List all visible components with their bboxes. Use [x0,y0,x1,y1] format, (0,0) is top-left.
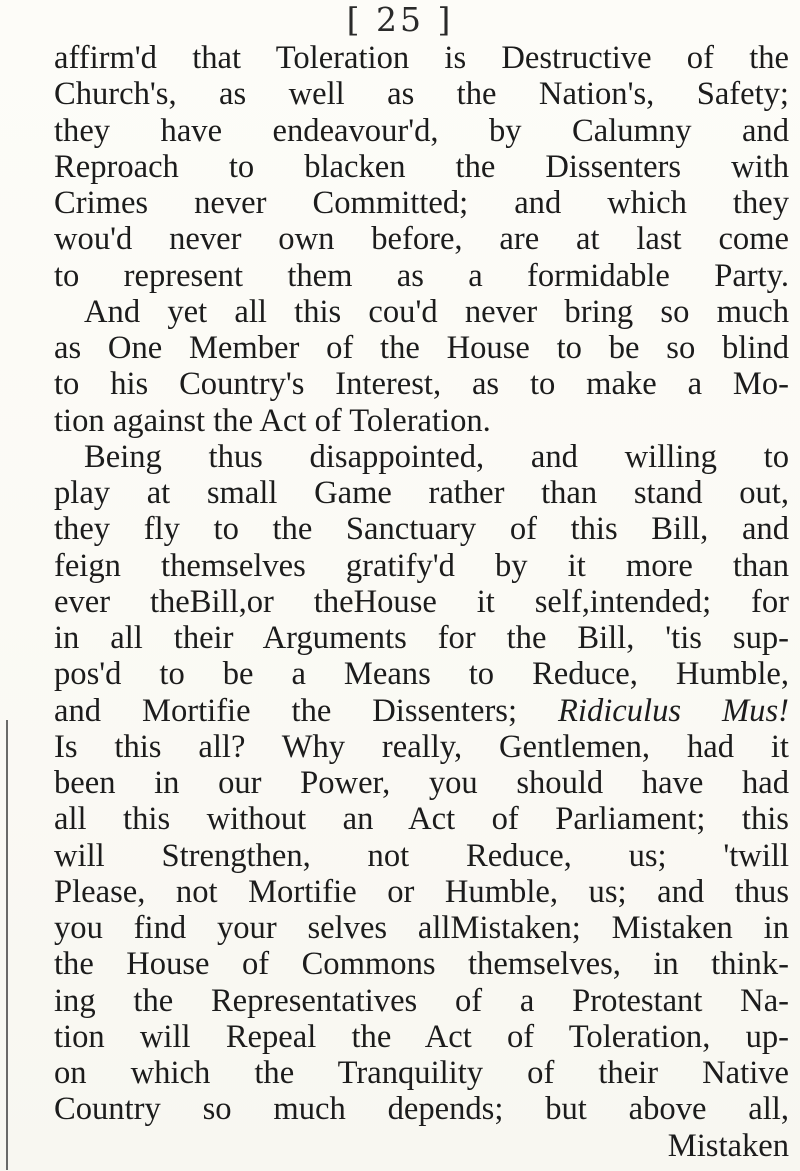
text-line: affirm'd that Toleration is Destructive of the [54,40,789,76]
italic-phrase: Ridiculus Mus! [558,692,789,729]
text-line: play at small Game rather than stand out, [54,475,789,511]
text-line: Is this all? Why really, Gentlemen, had it [54,728,789,765]
text-line: on which the Tranquility of their Native [54,1055,789,1091]
page-number: [ 25 ] [346,0,454,39]
text-segment: and Mortifie the Dissenters; [54,692,518,729]
text-line: been in our Power, you should have had [54,765,789,801]
text-line: the House of Commons themselves, in think- [54,946,789,983]
text-line: you find your selves allMistaken; Mistaken in [54,910,789,946]
text-line: tion against the Act of Toleration. [54,402,491,439]
text-line: wou'd never own before, are at last come [54,221,789,258]
text-line: Crimes never Committed; and which they [54,185,789,221]
text-line: to his Country's Interest, as to make a Mo- [54,366,789,403]
text-line: as One Member of the House to be so blind [54,330,789,366]
text-line-with-italic [54,693,789,729]
paragraph-start-line: And yet all this cou'd never bring so much [84,293,789,330]
text-line: feign themselves gratify'd by it more than [54,547,789,584]
text-line: Country so much depends; but above all, [54,1091,789,1128]
text-line: ing the Representatives of a Protestant Na- [54,982,789,1019]
text-line: all this without an Act of Parliament; this [54,801,789,838]
text-line: pos'd to be a Means to Reduce, Humble, [54,656,789,693]
text-line: they fly to the Sanctuary of this Bill, and [54,511,789,548]
text-line: tion will Repeal the Act of Toleration, up- [54,1018,789,1055]
text-line: Please, not Mortifie or Humble, us; and thus [54,873,789,910]
body-text [54,40,789,1164]
text-line: ever theBill,or theHouse it self,intended; for [54,583,789,620]
text-line: they have endeavour'd, by Calumny and [54,112,789,149]
catchword: Mistaken [667,1127,789,1164]
text-line: will Strengthen, not Reduce, us; 'twill [54,837,789,874]
text-line: Church's, as well as the Nation's, Safety; [54,76,789,113]
text-line: in all their Arguments for the Bill, 'tis sup- [54,620,789,656]
text-line: Reproach to blacken the Dissenters with [54,148,789,185]
text-line: to represent them as a formidable Party. [54,257,789,294]
binding-edge-line [6,720,8,1170]
paragraph-start-line: Being thus disappointed, and willing to [84,438,789,475]
